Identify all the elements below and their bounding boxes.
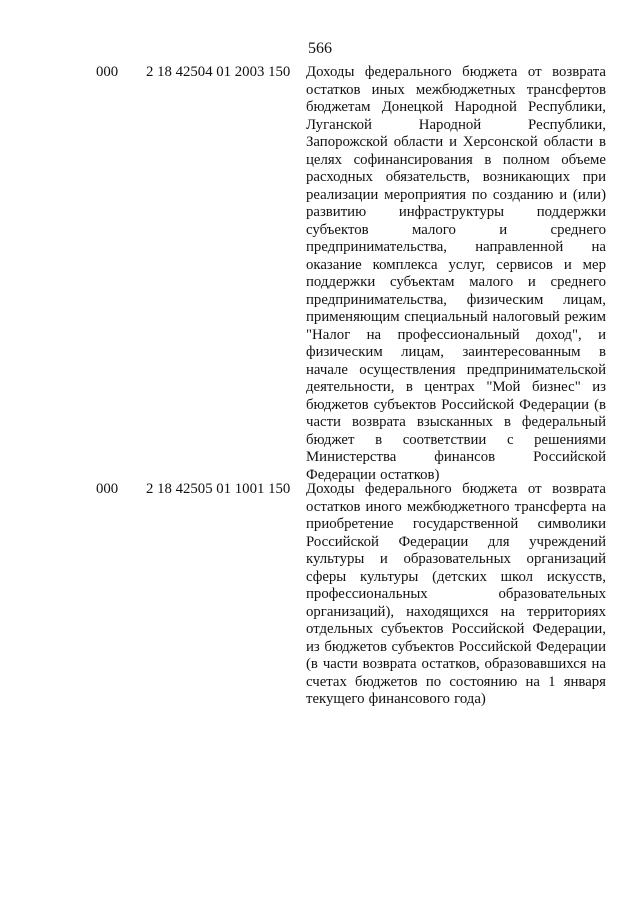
budget-classification-code: 2 18 42504 01 2003 150 [146, 64, 291, 80]
budget-classification-code: 2 18 42505 01 1001 150 [146, 481, 291, 497]
admin-code: 000 [96, 64, 119, 80]
admin-code: 000 [96, 481, 119, 497]
page-number: 566 [308, 40, 332, 57]
revenue-description: Доходы федерального бюджета от возврата остатков иного межбюджетного трансферта на приобретение государственной символики Российской Федерации для учреждений культуры и образовательных организаций сферы культуры (детских школ искусств, профессиональных образовательных организаций), находящихся на территориях отдельных субъектов Российской Федерации, из бюджетов субъектов Российской Федерации (в части возврата остатков, образовавшихся на счетах бюджетов по состоянию на 1 января текущего финансового года) [306, 481, 606, 707]
revenue-description: Доходы федерального бюджета от возврата остатков иных межбюджетных трансфертов бюджетам Донецкой Народной Республики, Луганской Народной Республики, Запорожской области и Херсонской области в целях софинансирования в полном объеме расходных обязательств, возникающих при реализации мероприятия по созданию и (или) развитию инфраструктуры поддержки субъектов малого и среднего предпринимательства, направленной на оказание комплекса услуг, сервисов и мер поддержки субъектам малого и среднего предпринимательства, физическим лицам, применяющим специальный налоговый режим "Налог на профессиональный доход", и физическим лицам, заинтересованным в начале осуществления предпринимательской деятельности, в центрах "Мой бизнес" из бюджетов субъектов Российской Федерации (в части возврата взысканных в федеральный бюджет в соответствии с решениями Министерства финансов Российской Федерации остатков) [306, 64, 606, 483]
